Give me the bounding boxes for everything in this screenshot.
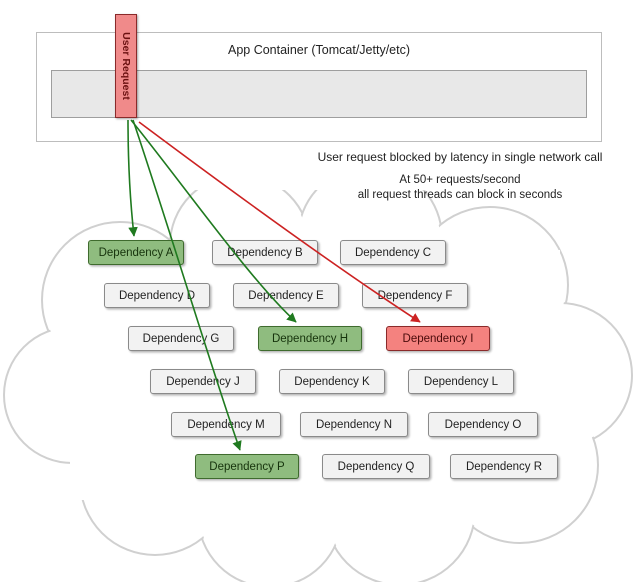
dependency-node[interactable]: Dependency A <box>88 240 184 265</box>
caption-throughput-line1: At 50+ requests/second <box>399 174 521 186</box>
dependency-node[interactable]: Dependency P <box>195 454 299 479</box>
dependency-node[interactable]: Dependency O <box>428 412 538 437</box>
caption-throughput <box>300 173 620 203</box>
dependency-node[interactable]: Dependency B <box>212 240 318 265</box>
dependency-node[interactable]: Dependency G <box>128 326 234 351</box>
caption-blocked-latency: User request blocked by latency in single network call <box>317 150 603 164</box>
user-request-label: User Request <box>120 32 132 100</box>
dependency-node[interactable]: Dependency C <box>340 240 446 265</box>
dependency-node[interactable]: Dependency I <box>386 326 490 351</box>
dependency-node[interactable]: Dependency E <box>233 283 339 308</box>
dependency-node[interactable]: Dependency Q <box>322 454 430 479</box>
dependency-node[interactable]: Dependency F <box>362 283 468 308</box>
dependency-node[interactable]: Dependency L <box>408 369 514 394</box>
caption-throughput-line2: all request threads can block in seconds <box>357 189 563 201</box>
user-request-box <box>115 14 137 118</box>
dependency-node[interactable]: Dependency D <box>104 283 210 308</box>
dependency-node[interactable]: Dependency N <box>300 412 408 437</box>
dependency-node[interactable]: Dependency R <box>450 454 558 479</box>
dependency-node[interactable]: Dependency J <box>150 369 256 394</box>
dependency-node[interactable]: Dependency K <box>279 369 385 394</box>
dependency-node[interactable]: Dependency M <box>171 412 281 437</box>
dependency-node[interactable]: Dependency H <box>258 326 362 351</box>
app-container-title: App Container (Tomcat/Jetty/etc) <box>227 43 411 57</box>
